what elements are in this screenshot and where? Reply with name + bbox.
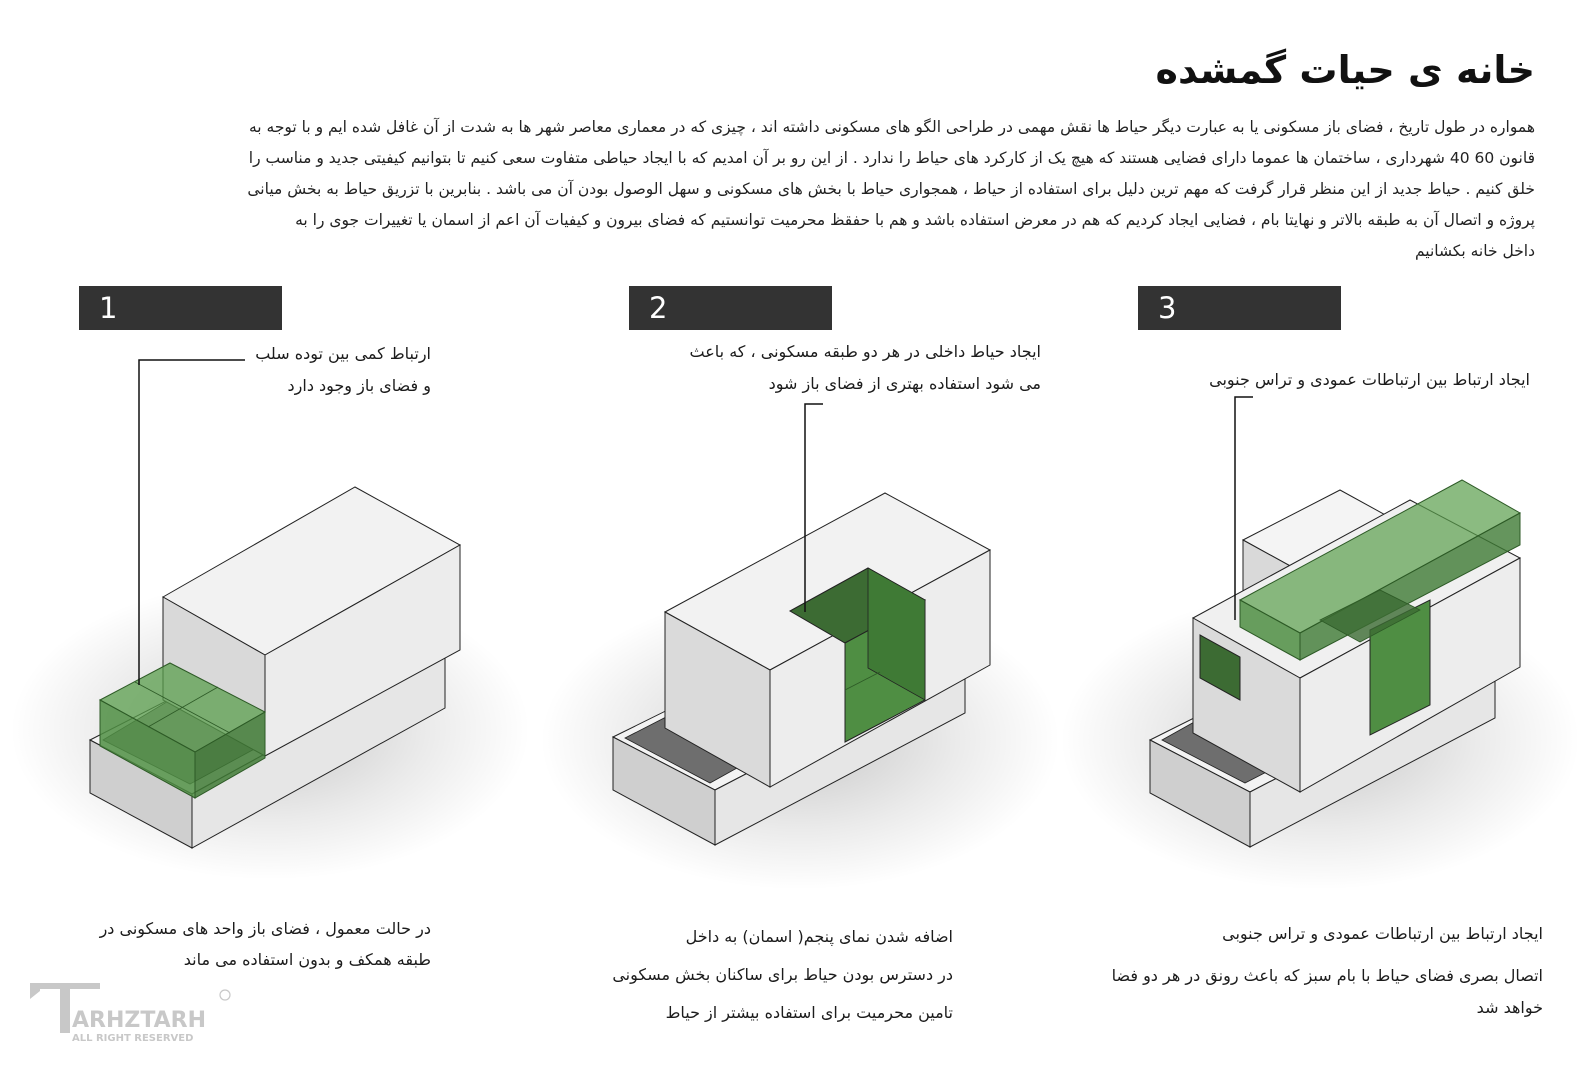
caption-line: ایجاد ارتباط بین ارتباطات عمودی و تراس جنوبی bbox=[1222, 924, 1543, 943]
caption-line: طبقه همکف و بدون استفاده می ماند bbox=[183, 950, 431, 969]
label-line: ارتباط کمی بین توده سلب bbox=[255, 344, 431, 363]
logo-tagline: ALL RIGHT RESERVED bbox=[72, 1033, 194, 1044]
panel-1-number: 1 bbox=[79, 286, 282, 330]
panel-3-model bbox=[1060, 397, 1580, 890]
tarhztarh-logo bbox=[30, 983, 235, 1053]
label-line: و فضای باز وجود دارد bbox=[287, 376, 431, 395]
page-title: خانه ی حیات گمشده bbox=[1155, 48, 1535, 92]
panel-3-number: 3 bbox=[1138, 286, 1341, 330]
intro-line: خلق کنیم . حیاط جدید از این منظر قرار گرفت که مهم ترین دلیل برای استفاده از حیاط ، همجواری حیاط با بخش های مسکونی و سهل الوصول بودن آن می باشد . بنابرین با تزریق حیاط به بخش میانی bbox=[247, 180, 1535, 198]
copyright-icon bbox=[220, 990, 230, 1000]
caption-line: تامین محرمیت برای استفاده بیشتر از حیاط bbox=[665, 1003, 953, 1022]
intro-line: داخل خانه بکشانیم bbox=[1414, 242, 1535, 260]
caption-line: در دسترس بودن حیاط برای ساکنان بخش مسکونی bbox=[612, 965, 953, 984]
caption-line: در حالت معمول ، فضای باز واحد های مسکونی در bbox=[99, 919, 431, 938]
label-line: می شود استفاده بهتری از فضای باز شود bbox=[768, 374, 1041, 393]
caption-line: اضافه شدن نمای پنجم( اسمان) به داخل bbox=[685, 927, 953, 946]
logo-brand: ARHZTARH bbox=[72, 1008, 207, 1033]
caption-line: اتصال بصری فضای حیاط با بام سبز که باعث رونق در هر دو فضا bbox=[1111, 966, 1543, 985]
caption-line: خواهد شد bbox=[1476, 998, 1543, 1017]
panel-2-model bbox=[540, 404, 1060, 890]
intro-line: همواره در طول تاریخ ، فضای باز مسکونی یا به عبارت دیگر حیاط ها نقش مهمی در طراحی الگو های مسکونی داشته اند ، چیزی که در معماری معاصر شهر ها به شدت از آن غافل شده ایم و با توجه به bbox=[248, 118, 1535, 136]
label-line: ایجاد حیاط داخلی در هر دو طبقه مسکونی ، که باعث bbox=[689, 342, 1041, 361]
panel-1-caption bbox=[100, 913, 431, 975]
label-line: ایجاد ارتباط بین ارتباطات عمودی و تراس جنوبی bbox=[1209, 370, 1530, 389]
intro-line: قانون 60 40 شهرداری ، ساختمان ها عموما دارای فضایی هستند که هیچ یک از کارکرد های حیاط را ندارد . از این رو بر آن امدیم که با ایجاد حیاطی متفاوت سعی کنیم تا بتوانیم کیفیتی جدید و مناسب را bbox=[248, 149, 1535, 167]
panel-1-model bbox=[10, 360, 530, 880]
intro-line: پروژه و اتصال آن به طبقه بالاتر و نهایتا بام ، فضایی ایجاد کردیم که هم در معرض استفاده باشد و هم با حفقظ محرمیت توانستیم که فضای بیرون و کیفیات آن اعم از اسمان یا تغییرات جوی را به bbox=[295, 211, 1535, 229]
panel-2-number: 2 bbox=[629, 286, 832, 330]
panel-2-caption bbox=[612, 918, 953, 1032]
panel-3-caption bbox=[1112, 918, 1543, 1024]
